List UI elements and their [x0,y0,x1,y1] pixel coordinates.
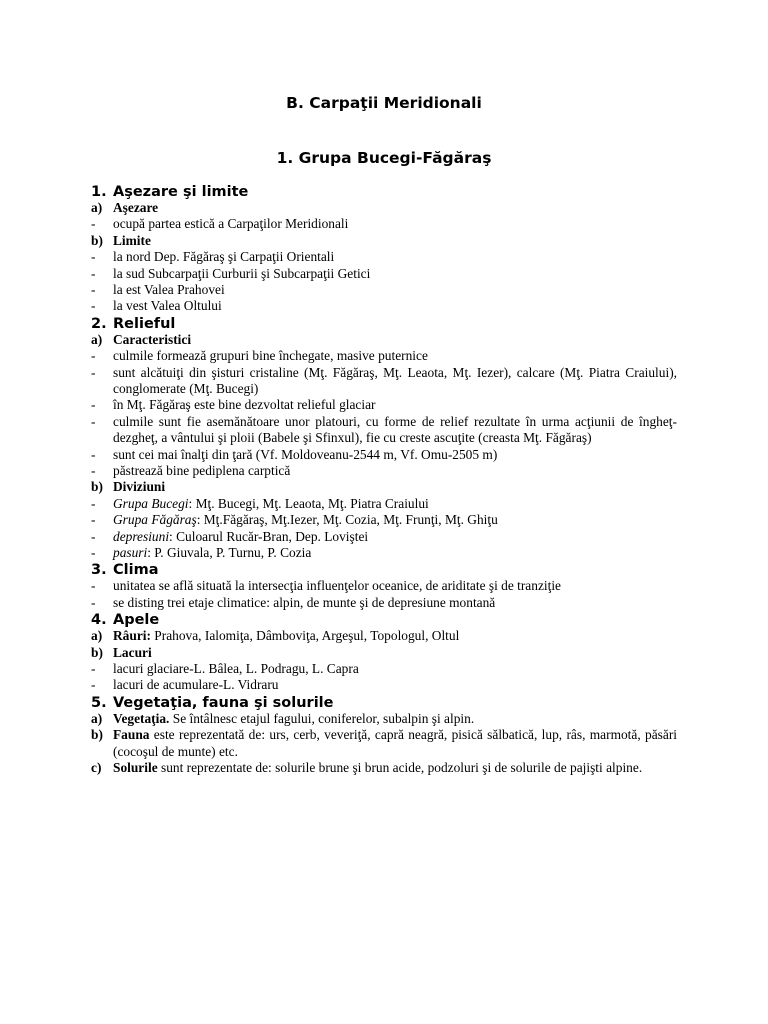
item-italic-label: Grupa Bucegi [113,495,189,511]
list-marker: - [91,216,96,232]
list-marker: - [91,364,96,380]
section-number: 2. [91,315,107,332]
list-item [91,578,677,594]
list-item-text [113,479,677,495]
list-item-text: la vest Valea Oltului [113,298,222,314]
list-item [91,266,677,282]
list-item-text: la nord Dep. Făgăraş şi Carpaţii Orientali [113,249,335,265]
list-marker: - [91,677,96,693]
list-item-text [113,233,677,249]
list-item-text: se disting trei etaje climatice: alpin, de munte şi de depresiune montană [113,594,496,610]
list-item-text: sunt alcătuiţi din şisturi cristaline (Mţ. Făgăraş, Mţ. Leaota, Mţ. Iezer), calcare (Mţ. Piatra Craiului), conglomerate (Mţ. Bucegi) [113,364,677,396]
item-bold-label: Aşezare [113,200,159,215]
list-item-text: Fauna este reprezentată de: urs, cerb, veveriţă, capră neagră, pisică sălbatică, lup, râs, marmotă, păsări (cocoşul de munte) etc. [113,727,677,759]
list-item-text: ocupă partea estică a Carpaţilor Meridionali [113,216,349,232]
list-item-text [113,200,677,216]
list-item [91,298,677,314]
section-number: 1. [91,184,107,200]
section-number: 5. [91,694,107,711]
list-item-text [113,645,677,661]
list-item-text: culmile formează grupuri bine închegate, masive puternice [113,348,428,364]
section-number: 4. [91,612,107,629]
list-item [91,727,677,760]
list-item [91,463,677,479]
item-italic-label: depresiuni [113,528,170,544]
list-marker: - [91,298,96,314]
section-heading [91,694,333,712]
list-item [91,249,677,265]
list-marker: - [91,528,96,544]
list-item [91,711,677,727]
page-title: B. Carpaţii Meridionali [286,94,482,112]
section-title: Apele [113,612,160,629]
section-title: Vegetaţia, fauna şi solurile [113,694,334,711]
list-item [91,496,677,512]
list-marker: - [91,249,96,265]
item-bold-label: Râuri: [113,628,151,644]
list-marker: - [91,512,96,528]
section-title: Clima [113,562,159,579]
list-item [91,529,677,545]
list-item-text: la sud Subcarpaţii Curburii şi Subcarpaţii Getici [113,265,371,281]
list-item-text: Vegetaţia. Se întâlnesc etajul fagului, coniferelor, subalpin şi alpin. [113,710,475,726]
list-item-text: depresiuni: Culoarul Rucăr-Bran, Dep. Loviştei [113,528,369,544]
list-item-text: culmile sunt fie asemănătoare unor platouri, cu forme de relief rezultate în urma acţiunii de îngheţ-dezgheţ, a vântului şi ploii (Babele şi Sfinxul), fie cu creste ascuţite (creasta Mţ. Făgăraş) [113,413,677,446]
list-item-text: Grupa Bucegi: Mţ. Bucegi, Mţ. Leaota, Mţ. Piatra Craiului [113,495,429,511]
item-bold-label: Limite [113,232,151,248]
list-item-text: la est Valea Prahovei [113,282,225,297]
list-marker: - [91,661,96,676]
item-italic-label: pasuri [113,545,148,560]
list-marker: - [91,282,96,297]
section-title: Aşezare şi limite [113,184,249,200]
section-heading [91,183,248,201]
list-item [91,545,677,561]
list-item [91,200,677,216]
list-item-text: în Mţ. Făgăraş este bine dezvoltat relieful glaciar [113,397,376,413]
list-marker: - [91,413,96,429]
list-item-text: păstrează bine pediplena carptică [113,463,291,478]
list-item [91,348,677,364]
item-bold-label: Fauna [113,727,150,743]
list-marker: - [91,265,96,281]
item-bold-label: Vegetaţia. [113,710,170,726]
list-marker: b) [91,644,103,660]
list-item [91,414,677,447]
section-number: 3. [91,562,107,579]
list-item-text: Râuri: Prahova, Ialomiţa, Dâmboviţa, Argeşul, Topologul, Oltul [113,628,460,644]
list-marker: - [91,495,96,511]
list-marker: - [91,348,96,364]
list-marker: b) [91,479,103,495]
list-item [91,397,677,413]
page-subtitle: 1. Grupa Bucegi-Făgăraş [276,149,492,167]
section-heading [91,611,159,629]
item-bold-label: Solurile [113,760,158,775]
item-bold-label: Caracteristici [113,331,192,347]
list-item-text: sunt cei mai înalţi din ţară (Vf. Moldoveanu-2544 m, Vf. Omu-2505 m) [113,446,498,462]
list-item [91,332,677,348]
list-item [91,282,677,298]
list-marker: - [91,463,96,478]
list-marker: a) [91,628,103,644]
section-heading [91,315,175,333]
section-title: Relieful [113,315,176,332]
list-item [91,628,677,644]
list-item [91,479,677,495]
item-italic-label: Grupa Făgăraş [113,512,197,528]
list-item [91,595,677,611]
item-bold-label: Diviziuni [113,479,166,495]
list-item-text: lacuri de acumulare-L. Vidraru [113,677,279,693]
list-marker: a) [91,200,103,215]
section-heading [91,561,158,579]
list-item [91,661,677,677]
list-marker: a) [91,710,103,726]
list-item-text: lacuri glaciare-L. Bâlea, L. Podragu, L. Capra [113,661,359,676]
list-marker: - [91,545,96,560]
list-marker: a) [91,331,103,347]
list-item-text: pasuri: P. Giuvala, P. Turnu, P. Cozia [113,545,312,560]
list-item [91,365,677,398]
list-item [91,512,677,528]
list-marker: c) [91,760,102,775]
list-marker: - [91,397,96,413]
list-item [91,760,677,776]
list-marker: - [91,594,96,610]
list-item [91,233,677,249]
list-item [91,216,677,232]
list-item-text: Solurile sunt reprezentate de: solurile brune şi brun acide, podzoluri şi de solurile de pajişti alpine. [113,760,643,775]
item-bold-label: Lacuri [113,644,152,660]
list-marker: - [91,446,96,462]
list-item [91,677,677,693]
list-marker: b) [91,727,103,743]
list-item-text [113,332,677,348]
list-item [91,645,677,661]
list-marker: - [91,578,96,594]
list-item [91,447,677,463]
list-item-text: unitatea se află situată la intersecţia influenţelor oceanice, de ariditate şi de tranziţie [113,578,561,594]
list-marker: b) [91,232,103,248]
list-item-text: Grupa Făgăraş: Mţ.Făgăraş, Mţ.Iezer, Mţ. Cozia, Mţ. Frunţi, Mţ. Ghiţu [113,512,498,528]
